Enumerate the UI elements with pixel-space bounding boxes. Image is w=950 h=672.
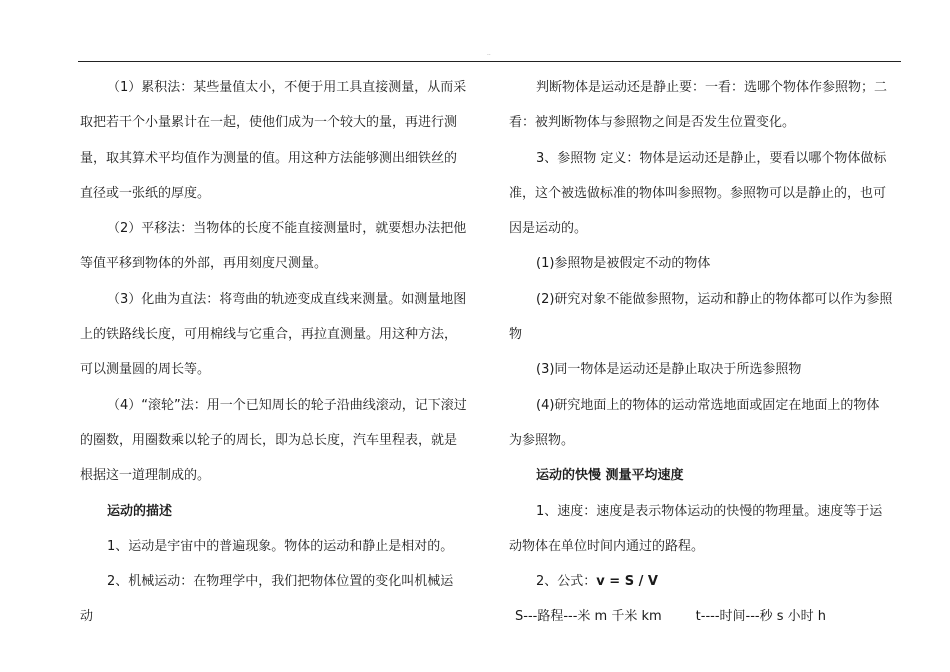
- paragraph-line: 上的铁路线长度，可用棉线与它重合，再拉直测量。用这种方法，: [80, 327, 458, 343]
- paragraph-line: 1、运动是宇宙中的普遍现象。物体的运动和静止是相对的。: [107, 538, 454, 554]
- list-item: (1)参照物是被假定不动的物体: [536, 256, 711, 272]
- header-mark: ..: [487, 50, 491, 57]
- paragraph-line: 根据这一道理制成的。: [80, 468, 211, 484]
- section-heading: 运动的快慢 测量平均速度: [536, 468, 684, 484]
- formula: v = S / V: [596, 574, 658, 590]
- paragraph-line: 因是运动的。: [509, 221, 588, 237]
- paragraph-line: 看：被判断物体与参照物之间是否发生位置变化。: [509, 115, 796, 131]
- right-column: [509, 70, 901, 635]
- formula-line: [509, 564, 901, 599]
- paragraph-line: 动: [80, 609, 94, 625]
- paragraph-line: 准，这个被选做标准的物体叫参照物。参照物可以是静止的，也可: [509, 185, 887, 201]
- paragraph-line: 量，取其算术平均值作为测量的值。用这种方法能够测出细铁丝的: [80, 150, 458, 166]
- paragraph-line: 为参照物。: [509, 432, 575, 448]
- paragraph-line: 2、机械运动：在物理学中，我们把物体位置的变化叫机械运: [107, 574, 454, 590]
- paragraph-line: （4）“滚轮”法：用一个已知周长的轮子沿曲线滚动，记下滚过: [107, 397, 467, 413]
- paragraph-line: 动物体在单位时间内通过的路程。: [509, 538, 705, 554]
- paragraph-line: 3、参照物 定义：物体是运动还是静止，要看以哪个物体做标: [536, 150, 887, 166]
- units-distance: S---路程---米 m 千米 km: [515, 609, 662, 625]
- paragraph-line: 的圈数，用圈数乘以轮子的周长，即为总长度，汽车里程表，就是: [80, 432, 458, 448]
- paragraph-line: （2）平移法：当物体的长度不能直接测量时，就要想办法把他: [107, 221, 467, 237]
- left-column: [80, 70, 472, 635]
- paragraph-line: 取把若干个小量累计在一起，使他们成为一个较大的量，再进行测: [80, 115, 458, 131]
- list-item: (3)同一物体是运动还是静止取决于所选参照物: [536, 362, 802, 378]
- paragraph-line: （3）化曲为直法：将弯曲的轨迹变成直线来测量。如测量地图: [107, 291, 467, 307]
- header-rule: [78, 61, 901, 62]
- list-item: (2)研究对象不能做参照物，运动和静止的物体都可以作为参照: [536, 291, 893, 307]
- formula-prefix: 2、公式：: [536, 574, 597, 590]
- section-heading: 运动的描述: [107, 503, 173, 519]
- paragraph-line: （1）累积法：某些量值太小，不便于用工具直接测量，从而采: [107, 80, 467, 95]
- units-time: t----时间---秒 s 小时 h: [695, 609, 826, 625]
- paragraph-line: 判断物体是运动还是静止要：一看：选哪个物体作参照物；二: [536, 80, 888, 95]
- paragraph-line: 1、速度：速度是表示物体运动的快慢的物理量。速度等于运: [536, 503, 883, 519]
- paragraph-line: 物: [509, 327, 523, 343]
- paragraph-line: 等值平移到物体的外部，再用刻度尺测量。: [80, 256, 328, 272]
- paragraph-line: 直径或一张纸的厚度。: [80, 185, 211, 201]
- units-line: [509, 599, 901, 634]
- paragraph-line: 可以测量圆的周长等。: [80, 362, 211, 378]
- list-item: (4)研究地面上的物体的运动常选地面或固定在地面上的物体: [536, 397, 880, 413]
